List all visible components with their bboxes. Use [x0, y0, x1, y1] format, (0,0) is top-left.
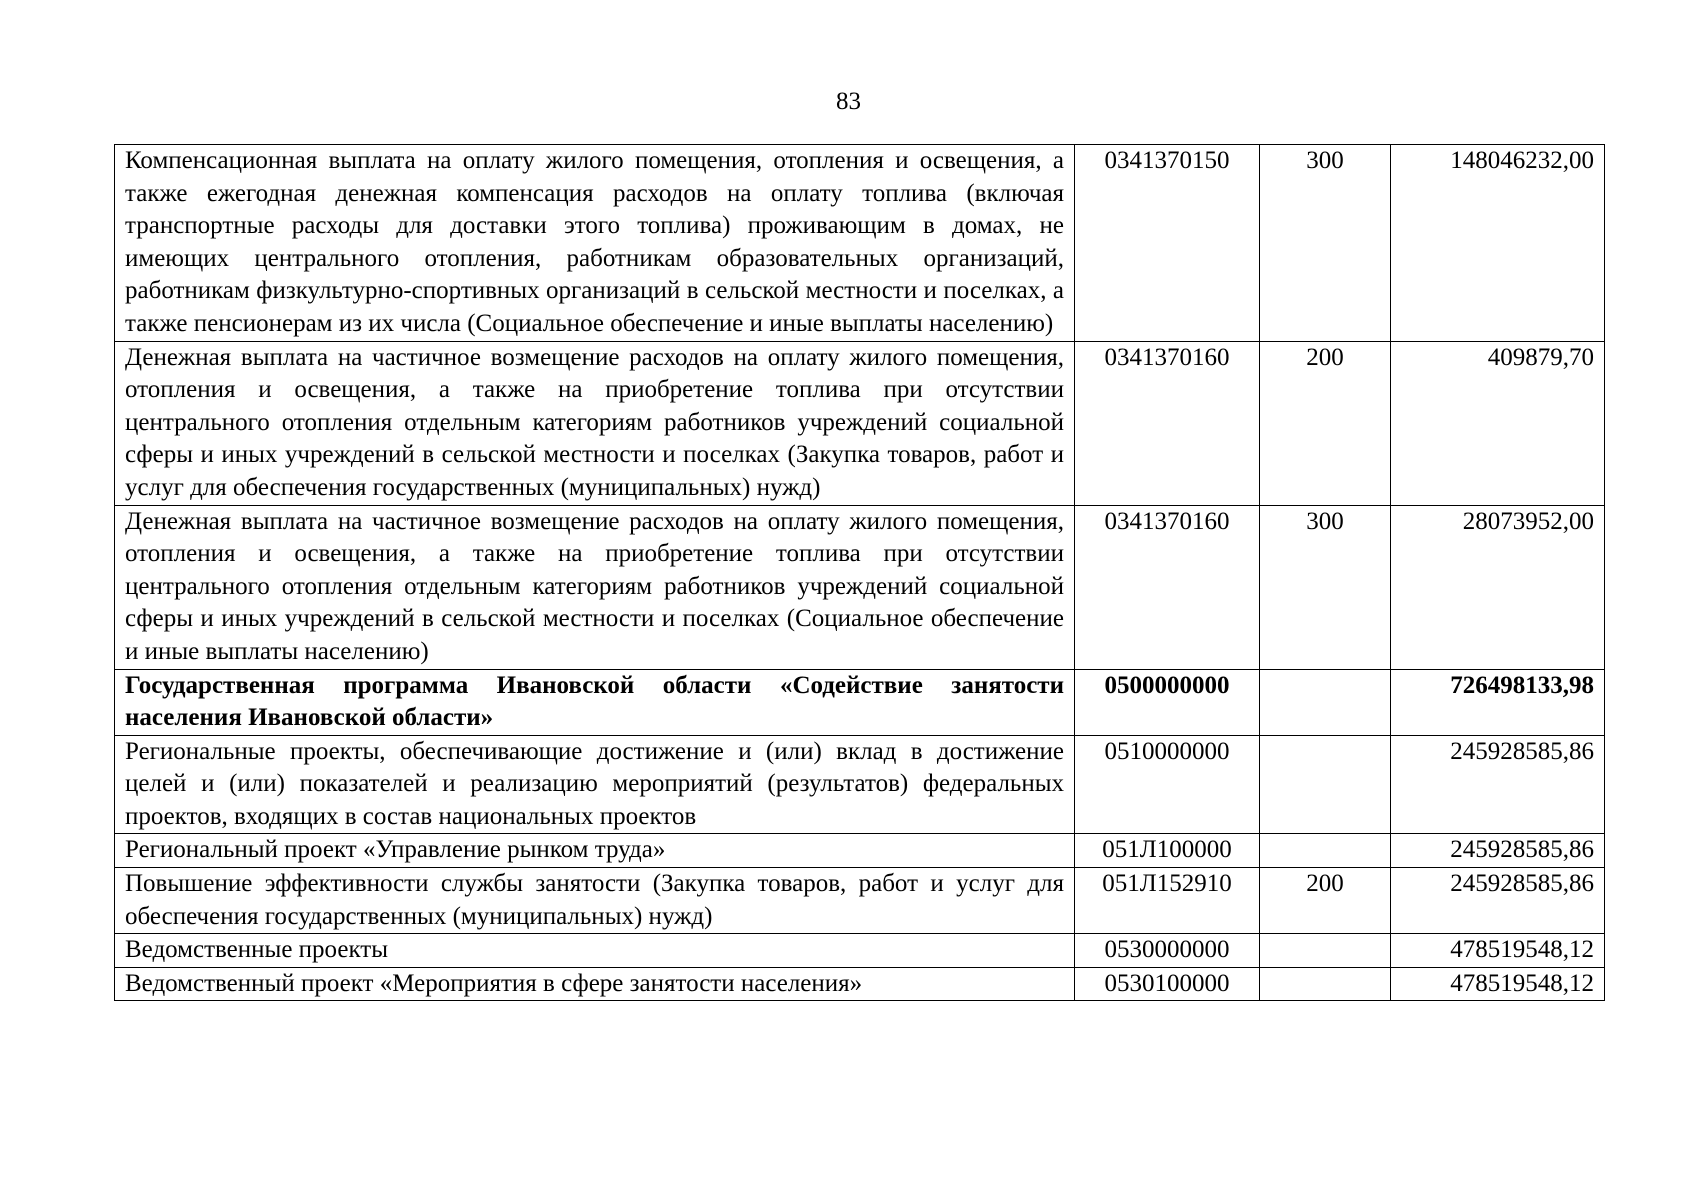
row-name: Региональный проект «Управление рынком труда» [115, 834, 1075, 868]
row-amount: 148046232,00 [1391, 145, 1605, 342]
row-amount: 245928585,86 [1391, 735, 1605, 834]
row-name: Региональные проекты, обеспечивающие достижение и (или) вклад в достижение целей и (или) показателей и реализацию мероприятий (результатов) федеральных проектов, входящих в состав национальных проектов [115, 735, 1075, 834]
row-name: Государственная программа Ивановской области «Содействие занятости населения Ивановской области» [115, 669, 1075, 735]
row-amount: 28073952,00 [1391, 505, 1605, 669]
table-row [115, 341, 1605, 505]
table-row [115, 834, 1605, 868]
row-expense-type [1260, 735, 1391, 834]
row-expense-type: 300 [1260, 505, 1391, 669]
page-number: 83 [836, 88, 861, 115]
row-expense-type: 200 [1260, 868, 1391, 934]
row-target-code: 0530000000 [1075, 934, 1260, 968]
row-target-code: 0341370160 [1075, 341, 1260, 505]
table-row [115, 145, 1605, 342]
table-row [115, 868, 1605, 934]
row-expense-type [1260, 834, 1391, 868]
budget-table [114, 144, 1605, 1001]
table-row-program [115, 669, 1605, 735]
table-row [115, 505, 1605, 669]
row-target-code: 0500000000 [1075, 669, 1260, 735]
row-target-code: 0341370150 [1075, 145, 1260, 342]
row-expense-type: 200 [1260, 341, 1391, 505]
row-target-code: 0510000000 [1075, 735, 1260, 834]
row-name: Повышение эффективности службы занятости (Закупка товаров, работ и услуг для обеспечения государственных (муниципальных) нужд) [115, 868, 1075, 934]
row-amount: 478519548,12 [1391, 967, 1605, 1001]
row-target-code: 0530100000 [1075, 967, 1260, 1001]
table-row [115, 735, 1605, 834]
row-expense-type [1260, 967, 1391, 1001]
table-row [115, 967, 1605, 1001]
row-name: Компенсационная выплата на оплату жилого помещения, отопления и освещения, а также ежегодная денежная компенсация расходов на оплату топлива (включая транспортные расходы для доставки этого топлива) проживающим в домах, не имеющих центрального отопления, работникам образовательных организаций, работникам физкультурно-спортивных организаций в сельской местности и поселках, а также пенсионерам из их числа (Социальное обеспечение и иные выплаты населению) [115, 145, 1075, 342]
row-expense-type [1260, 934, 1391, 968]
row-name: Ведомственный проект «Мероприятия в сфере занятости населения» [115, 967, 1075, 1001]
row-amount: 478519548,12 [1391, 934, 1605, 968]
row-name: Денежная выплата на частичное возмещение расходов на оплату жилого помещения, отопления и освещения, а также на приобретение топлива при отсутствии центрального отопления отдельным категориям работников учреждений социальной сферы и иных учреждений в сельской местности и поселках (Закупка товаров, работ и услуг для обеспечения государственных (муниципальных) нужд) [115, 341, 1075, 505]
row-target-code: 0341370160 [1075, 505, 1260, 669]
row-target-code: 051Л100000 [1075, 834, 1260, 868]
table-row [115, 934, 1605, 968]
row-amount: 245928585,86 [1391, 834, 1605, 868]
row-amount: 245928585,86 [1391, 868, 1605, 934]
row-amount: 726498133,98 [1391, 669, 1605, 735]
row-name: Денежная выплата на частичное возмещение расходов на оплату жилого помещения, отопления и освещения, а также на приобретение топлива при отсутствии центрального отопления отдельным категориям работников учреждений социальной сферы и иных учреждений в сельской местности и поселках (Социальное обеспечение и иные выплаты населению) [115, 505, 1075, 669]
row-expense-type: 300 [1260, 145, 1391, 342]
row-name: Ведомственные проекты [115, 934, 1075, 968]
row-target-code: 051Л152910 [1075, 868, 1260, 934]
row-amount: 409879,70 [1391, 341, 1605, 505]
row-expense-type [1260, 669, 1391, 735]
